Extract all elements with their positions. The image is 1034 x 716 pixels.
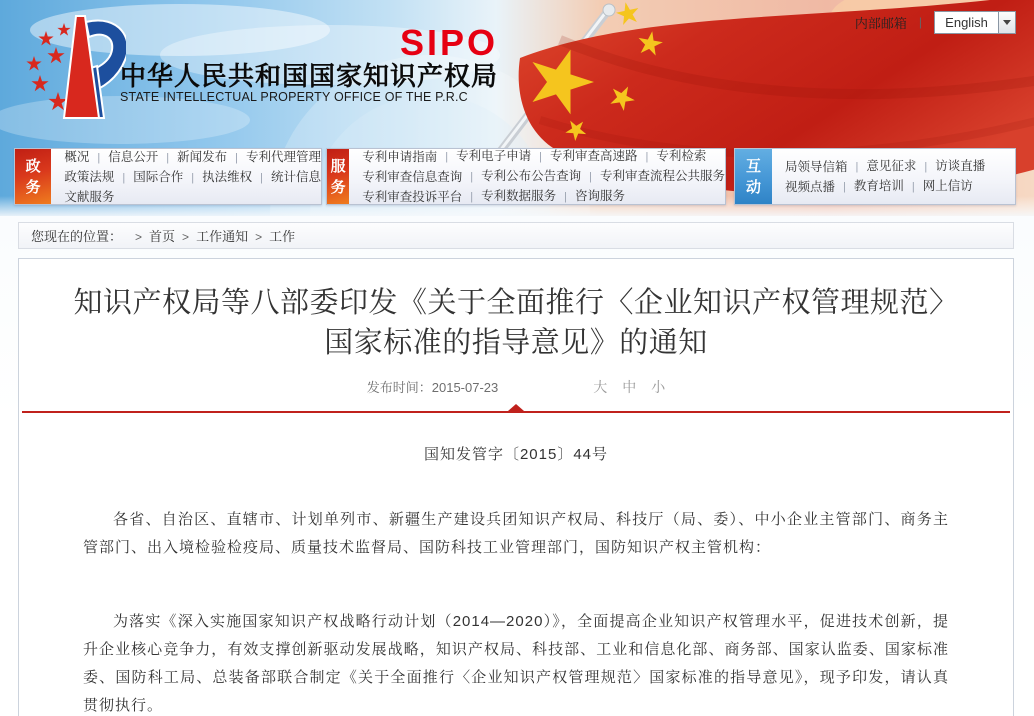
nav-link[interactable]: | 咨询服务 [556, 187, 625, 206]
sipo-wordmark: SIPO [399, 22, 498, 63]
article-meta [19, 378, 1013, 395]
nav-link[interactable]: 概况 [64, 150, 90, 164]
nav-link[interactable]: 政策法规 [64, 170, 115, 184]
article-paragraph: 为落实《深入实施国家知识产权战略行动计划（2014—2020）》，全面提高企业知识产权管理水平，促进技术创新，提升企业核心竞争力，有效支撑创新驱动发展战略，知识产权局、科技部、工业和信息化部、商务部、国家认监委、国家标准委、国防科工局、总装备部联合制定《关于全面推行〈企业知识产权管理规范〉国家标准的指导意见》，现予印发，请认真贯彻执行。 [83, 613, 949, 714]
font-size-large-button[interactable]: 大 [593, 378, 608, 395]
article-title: 知识产权局等八部委印发《关于全面推行〈企业知识产权管理规范〉国家标准的指导意见》的通知 [73, 287, 959, 359]
divider-triangle-icon [508, 404, 524, 411]
nav-link[interactable]: | 网上信访 [904, 177, 973, 196]
nav-link[interactable]: | 信息公开 [89, 148, 158, 167]
nav-link[interactable]: | 专利检索 [638, 147, 707, 166]
nav-link[interactable]: 视频点播 [785, 179, 836, 194]
nav-link[interactable]: | 国际合作 [114, 168, 183, 187]
main-navigation [0, 148, 1034, 205]
nav-link[interactable]: 专利申请指南 [362, 149, 438, 164]
document-number: 国知发管字〔2015〕44号 [423, 446, 609, 463]
title-divider [22, 411, 1010, 413]
sipo-logo[interactable] [24, 12, 126, 124]
topbar [855, 10, 1016, 34]
breadcrumb [18, 222, 1014, 249]
publish-date: 发布时间：2015-07-23 [366, 380, 499, 395]
nav-section-interaction [734, 148, 1016, 205]
nav-link[interactable]: | 专利公布公告查询 [462, 167, 581, 186]
nav-section-government [14, 148, 322, 205]
breadcrumb-item-home[interactable]: > 首页 [128, 226, 175, 245]
nav-link[interactable]: | 专利电子申请 [437, 147, 531, 166]
font-size-controls [593, 377, 665, 397]
nav-label-services[interactable]: 服务 [327, 149, 349, 204]
nav-link[interactable]: | 意见征求 [848, 157, 917, 176]
nav-link[interactable]: | 统计信息 [252, 168, 321, 187]
nav-section-services [326, 148, 726, 205]
topbar-separator: | [918, 15, 922, 29]
breadcrumb-item-current: > 工作 [248, 226, 295, 245]
breadcrumb-item-worknotice[interactable]: > 工作通知 [175, 226, 248, 245]
chevron-down-icon[interactable] [998, 12, 1015, 33]
nav-link[interactable]: | 专利审查流程公共服务 [581, 167, 725, 186]
nav-link[interactable]: 专利审查投诉平台 [362, 189, 463, 204]
nav-link[interactable]: | 新闻发布 [158, 148, 227, 167]
nav-label-interaction[interactable]: 互动 [735, 149, 772, 204]
font-size-medium-button[interactable]: 中 [622, 378, 637, 395]
nav-link[interactable]: | 教育培训 [835, 177, 904, 196]
article-container [18, 258, 1014, 716]
language-select-value: English [945, 14, 988, 30]
article-paragraph: 各省、自治区、直辖市、计划单列市、新疆生产建设兵团知识产权局、科技厅（局、委）、中小企业主管部门、商务主管部门、出入境检验检疫局、质量技术监督局、国防科技工业管理部门，国防知识产权主管机构： [83, 511, 949, 556]
nav-link[interactable]: 局领导信箱 [785, 159, 848, 174]
nav-link[interactable]: | 执法维权 [183, 168, 252, 187]
nav-link[interactable]: | 访谈直播 [916, 157, 985, 176]
nav-link[interactable]: 专利审查信息查询 [362, 169, 463, 184]
font-size-small-button[interactable]: 小 [651, 378, 666, 395]
org-name-cn: 中华人民共和国国家知识产权局 [120, 61, 499, 91]
nav-link[interactable]: | 专利代理管理 [227, 148, 321, 167]
nav-link[interactable]: 文献服务 [64, 189, 115, 204]
language-select[interactable] [934, 11, 1016, 34]
nav-label-government[interactable]: 政务 [15, 149, 51, 204]
nav-link[interactable]: | 专利数据服务 [462, 187, 556, 206]
breadcrumb-prefix: 您现在的位置： [31, 229, 123, 244]
org-name-en: STATE INTELLECTUAL PROPERTY OFFICE OF THE P.R.C [120, 90, 468, 104]
nav-link[interactable]: | 专利审查高速路 [531, 147, 637, 166]
internal-mailbox-link[interactable]: 内部邮箱 [854, 15, 907, 31]
site-header [0, 0, 1034, 216]
